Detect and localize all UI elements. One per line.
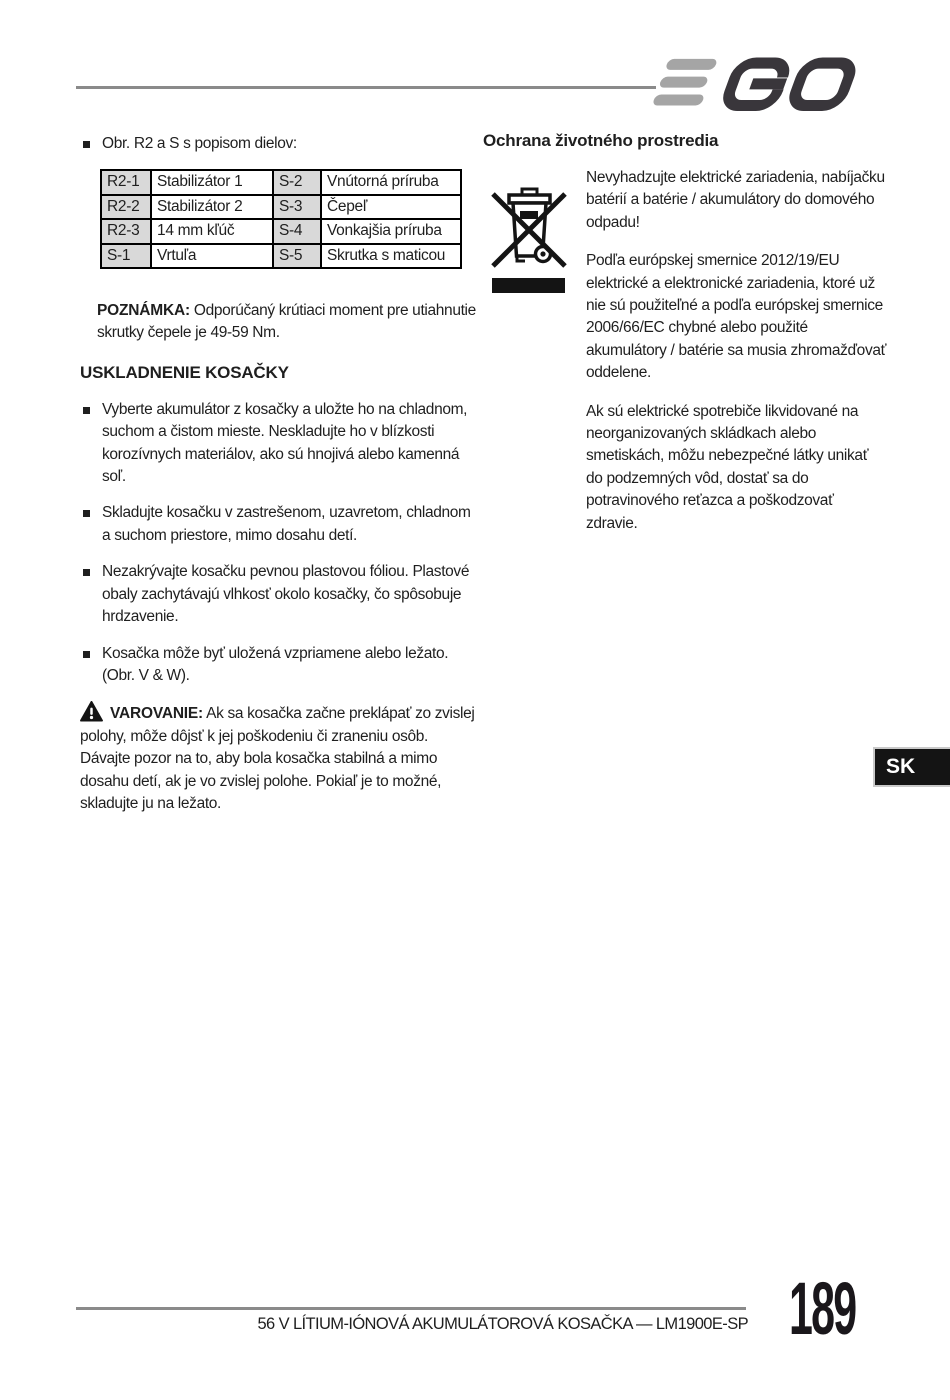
environment-paragraph: Podľa európskej smernice 2012/19/EU elektrické a elektronické zariadenia, ktoré už nie sú použiteľné a podľa európskej smernice 2006/66/EC chybné alebo použité akumulátory / batérie sa musia zhromažďovať oddelene. <box>586 252 887 382</box>
square-bullet-icon <box>83 407 90 414</box>
warning-label: VAROVANIE: <box>110 705 204 723</box>
environment-paragraph: Ak sú elektrické spotrebiče likvidované na neorganizovaných skládkach alebo smetiskách, môžu nebezpečné látky unikať do podzemných vôd, dostať sa do potravinového reťazca a poškodzovať zdravie. <box>586 402 869 532</box>
part-name: Vnútorná príruba <box>321 170 461 194</box>
part-key: R2-2 <box>101 195 151 219</box>
left-column <box>80 133 482 831</box>
part-key: S-2 <box>273 170 321 194</box>
environment-paragraph: Nevyhadzujte elektrické zariadenia, nabíjačku batérií a batérie / akumulátory do domového odpadu! <box>586 169 885 231</box>
part-key: S-1 <box>101 244 151 268</box>
storage-bullet-text: Nezakrývajte kosačku pevnou plastovou fóliou. Plastové obaly zachytávajú vlhkosť okolo kosačky, čo spôsobuje hrdzavenie. <box>102 563 470 626</box>
part-name: Čepeľ <box>321 195 461 219</box>
part-name: Vrtuľa <box>151 244 273 268</box>
page-number: 189 <box>789 1267 856 1350</box>
list-item <box>80 133 482 155</box>
part-key: R2-1 <box>101 170 151 194</box>
square-bullet-icon <box>83 651 90 658</box>
part-name: Vonkajšia príruba <box>321 219 461 243</box>
list-item <box>80 399 482 489</box>
weee-solid-bar <box>492 278 565 293</box>
square-bullet-icon <box>83 569 90 576</box>
right-column <box>483 131 887 551</box>
list-item <box>80 502 482 547</box>
storage-section-heading: USKLADNENIE KOSAČKY <box>80 362 289 382</box>
part-name: Stabilizátor 1 <box>151 170 273 194</box>
table-row <box>101 170 461 194</box>
warning-paragraph <box>80 701 482 815</box>
square-bullet-icon <box>83 510 90 517</box>
part-key: S-5 <box>273 244 321 268</box>
language-tab: SK <box>873 747 950 787</box>
note-label: POZNÁMKA: <box>97 302 190 320</box>
storage-bullet-text: Vyberte akumulátor z kosačky a uložte ho na chladnom, suchom a čistom mieste. Neskladujte ho v blízkosti korozívnych materiálov, ako sú hnojivá alebo kamenná soľ. <box>102 400 468 486</box>
table-row <box>101 219 461 243</box>
parts-table <box>100 169 462 269</box>
weee-symbol <box>490 181 568 551</box>
part-name: 14 mm kľúč <box>151 219 273 243</box>
note-paragraph <box>97 300 482 345</box>
footer-rule <box>76 1307 746 1310</box>
footer-product-line: 56 V LÍTIUM-IÓNOVÁ AKUMULÁTOROVÁ KOSAČKA — LM1900E-SP <box>257 1315 748 1333</box>
part-name: Skrutka s maticou <box>321 244 461 268</box>
header-rule <box>76 86 656 89</box>
part-key: S-4 <box>273 219 321 243</box>
list-item <box>80 643 482 688</box>
list-item <box>80 561 482 628</box>
environment-text <box>586 167 887 551</box>
storage-bullet-text: Skladujte kosačku v zastrešenom, uzavretom, chladnom a suchom priestore, mimo dosahu detí. <box>102 504 471 544</box>
table-row <box>101 244 461 268</box>
part-key: S-3 <box>273 195 321 219</box>
intro-bullet-text: Obr. R2 a S s popisom dielov: <box>102 135 297 152</box>
part-name: Stabilizátor 2 <box>151 195 273 219</box>
note-text: Odporúčaný krútiaci moment pre utiahnutie skrutky čepele je 49-59 Nm. <box>97 302 476 342</box>
warning-text: Ak sa kosačka začne preklápať zo zvislej polohy, môže dôjsť k jej poškodeniu či zraneniu osôb. Dávajte pozor na to, aby bola kosačka stabilná a mimo dosahu detí, ak je vo zvislej polohe. Pokiaľ je to možné, skladujte ju na ležato. <box>80 705 475 812</box>
crossed-out-wheeled-bin-icon <box>490 181 568 293</box>
environment-section-heading: Ochrana životného prostredia <box>483 131 719 150</box>
part-key: R2-3 <box>101 219 151 243</box>
ego-logo-icon <box>648 55 860 111</box>
warning-triangle-icon <box>80 701 103 722</box>
environment-block <box>483 167 887 551</box>
table-row <box>101 195 461 219</box>
square-bullet-icon <box>83 141 90 148</box>
storage-bullet-text: Kosačka môže byť uložená vzpriamene alebo ležato. (Obr. V & W). <box>102 644 449 684</box>
